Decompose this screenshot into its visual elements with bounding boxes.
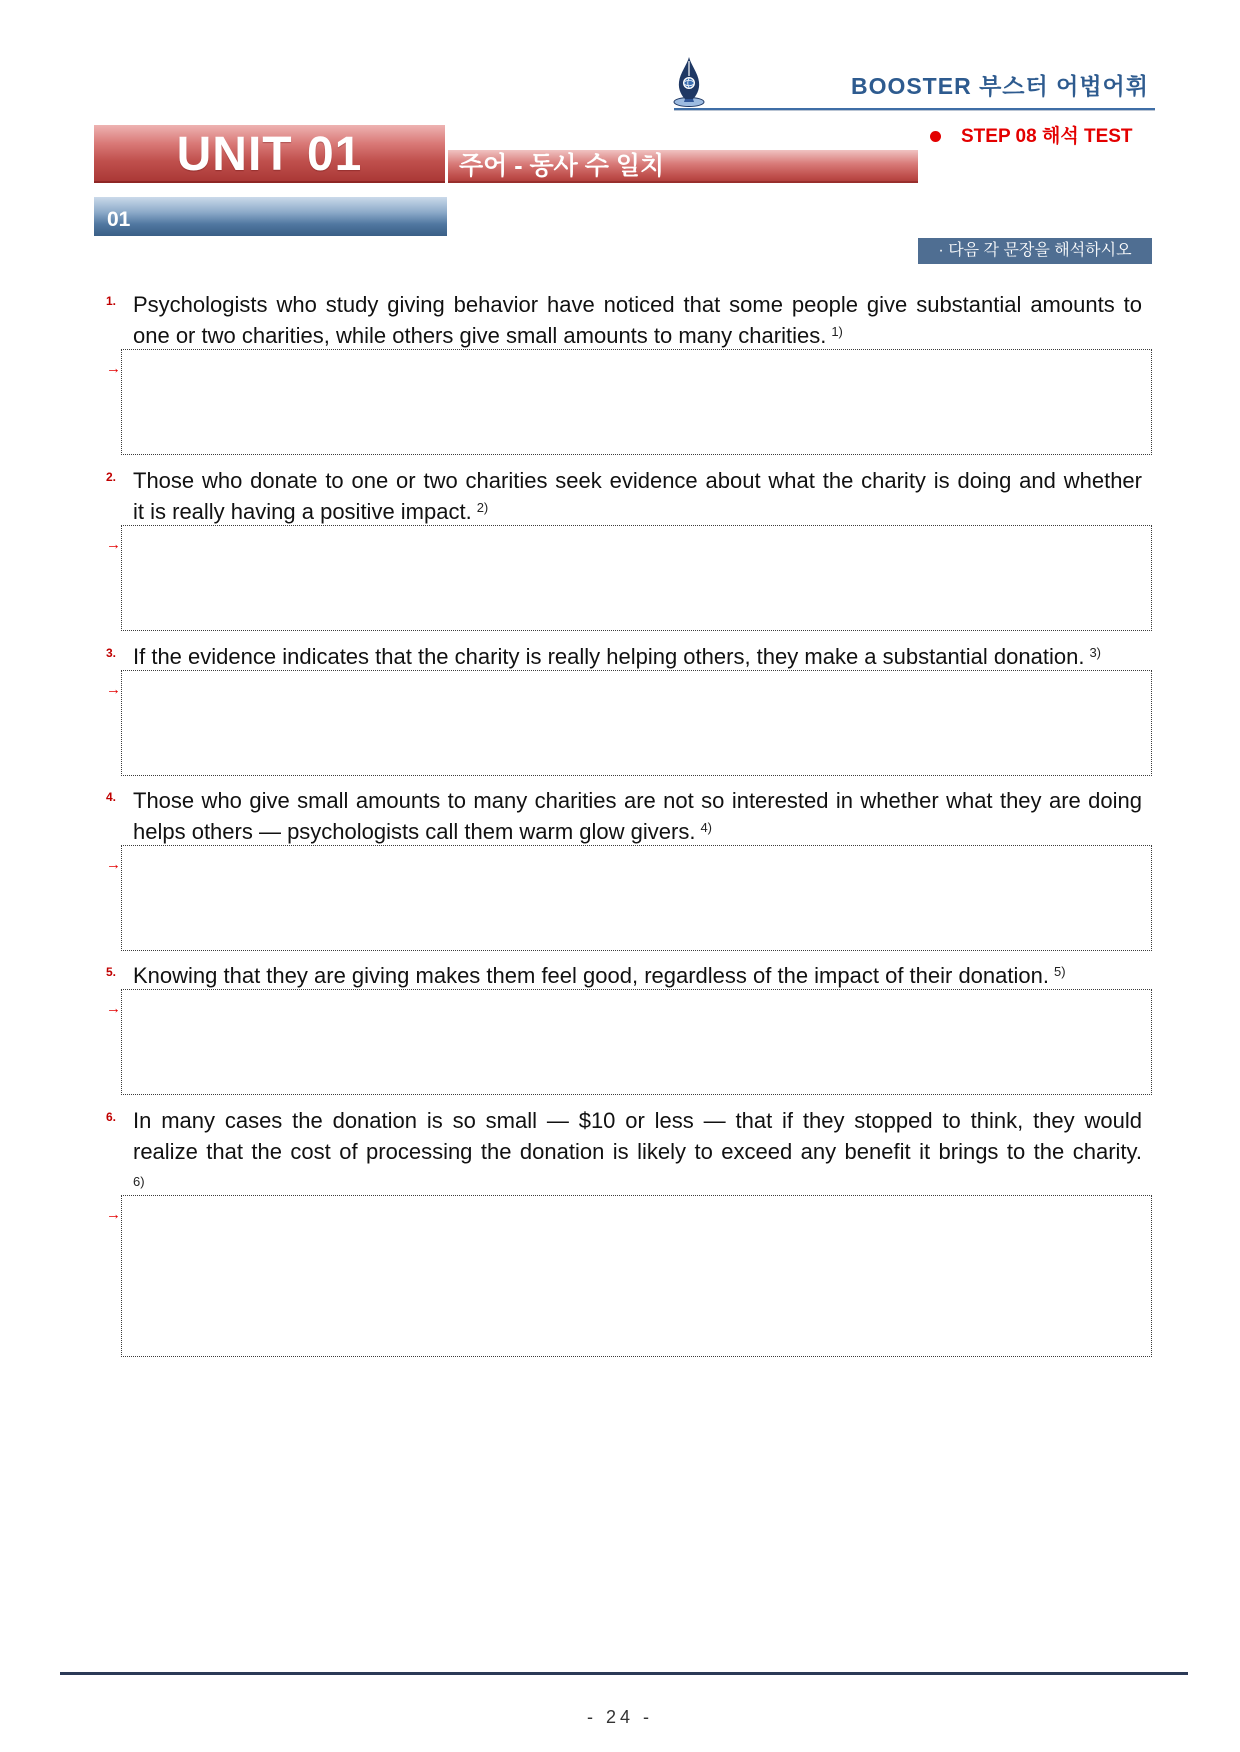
footnote-marker: 2): [476, 500, 489, 515]
section-bar: [94, 197, 447, 236]
header-divider-shadow: [674, 110, 1155, 111]
answer-arrow: →: [106, 1000, 121, 1017]
question-5: [106, 960, 1142, 1095]
answer-box: [106, 525, 1152, 631]
sentence-line: [133, 816, 1142, 847]
instruction-badge: · 다음 각 문장을 해석하시오: [918, 238, 1152, 264]
sentence-line-text: it is really having a positive impact.: [133, 499, 472, 524]
unit-banner: [94, 125, 445, 183]
footnote-marker: 3): [1089, 645, 1102, 660]
unit-title: UNIT 01: [176, 127, 363, 181]
section-number: 01: [107, 208, 131, 231]
question-number: 5.: [106, 965, 117, 979]
sentence-line-text: helps others — psychologists call them warm glow givers.: [133, 819, 696, 844]
question-4: [106, 785, 1142, 951]
question-number: 4.: [106, 790, 117, 804]
sentence-line: realize that the cost of processing the donation is likely to exceed any benefit it brings to the charity.: [133, 1139, 1142, 1164]
footnote-marker: 6): [133, 1174, 145, 1189]
sentence-line-text: one or two charities, while others give small amounts to many charities.: [133, 323, 827, 348]
answer-arrow: →: [106, 1206, 121, 1223]
answer-arrow: →: [106, 681, 121, 698]
question-3: [106, 641, 1142, 776]
sentence-line: Those who donate to one or two charities seek evidence about what the charity is doing and whether: [133, 468, 1142, 493]
answer-box: [106, 349, 1152, 455]
footnote-marker: 1): [831, 324, 843, 339]
sentence-line: [133, 496, 1142, 527]
sentence-line: [133, 641, 1142, 672]
step-label-text: STEP 08 해석 TEST: [961, 126, 1133, 147]
sentence-line: [133, 960, 1142, 991]
answer-box: [106, 1195, 1152, 1357]
answer-box: [106, 670, 1152, 776]
topic-banner: [448, 150, 918, 183]
answer-arrow: →: [106, 536, 121, 553]
red-dot-icon: [930, 131, 941, 142]
sentence-line-text: If the evidence indicates that the charity is really helping others, they make a substantial donation.: [133, 644, 1085, 669]
unit-topic: 주어 - 동사 수 일치: [459, 152, 665, 180]
brand-title: BOOSTER 부스터 어법어휘: [850, 73, 1149, 99]
question-number: 2.: [106, 470, 117, 484]
answer-box: [106, 989, 1152, 1095]
question-number: 6.: [106, 1110, 117, 1124]
question-number: 1.: [106, 294, 117, 308]
footnote-marker: 5): [1053, 964, 1066, 979]
sentence-line: In many cases the donation is so small — $10 or less — that if they stopped to think, they would: [133, 1108, 1142, 1133]
question-number: 3.: [106, 646, 117, 660]
footnote-marker: 4): [700, 820, 713, 835]
question-6: [106, 1105, 1142, 1357]
sentence-line-text: Knowing that they are giving makes them feel good, regardless of the impact of their donation.: [133, 963, 1049, 988]
pen-nib-logo-icon: [672, 56, 706, 108]
question-2: [106, 465, 1142, 631]
sentence-line: [133, 320, 1142, 351]
answer-arrow: →: [106, 856, 121, 873]
page-number: - 24 -: [586, 1707, 653, 1727]
footer-divider: [60, 1672, 1188, 1675]
question-1: [106, 289, 1142, 455]
sentence-line: Psychologists who study giving behavior have noticed that some people give substantial amounts to: [133, 292, 1142, 317]
answer-box: [106, 845, 1152, 951]
sentence-line: Those who give small amounts to many charities are not so interested in whether what they are doing: [133, 788, 1142, 813]
answer-arrow: →: [106, 360, 121, 377]
